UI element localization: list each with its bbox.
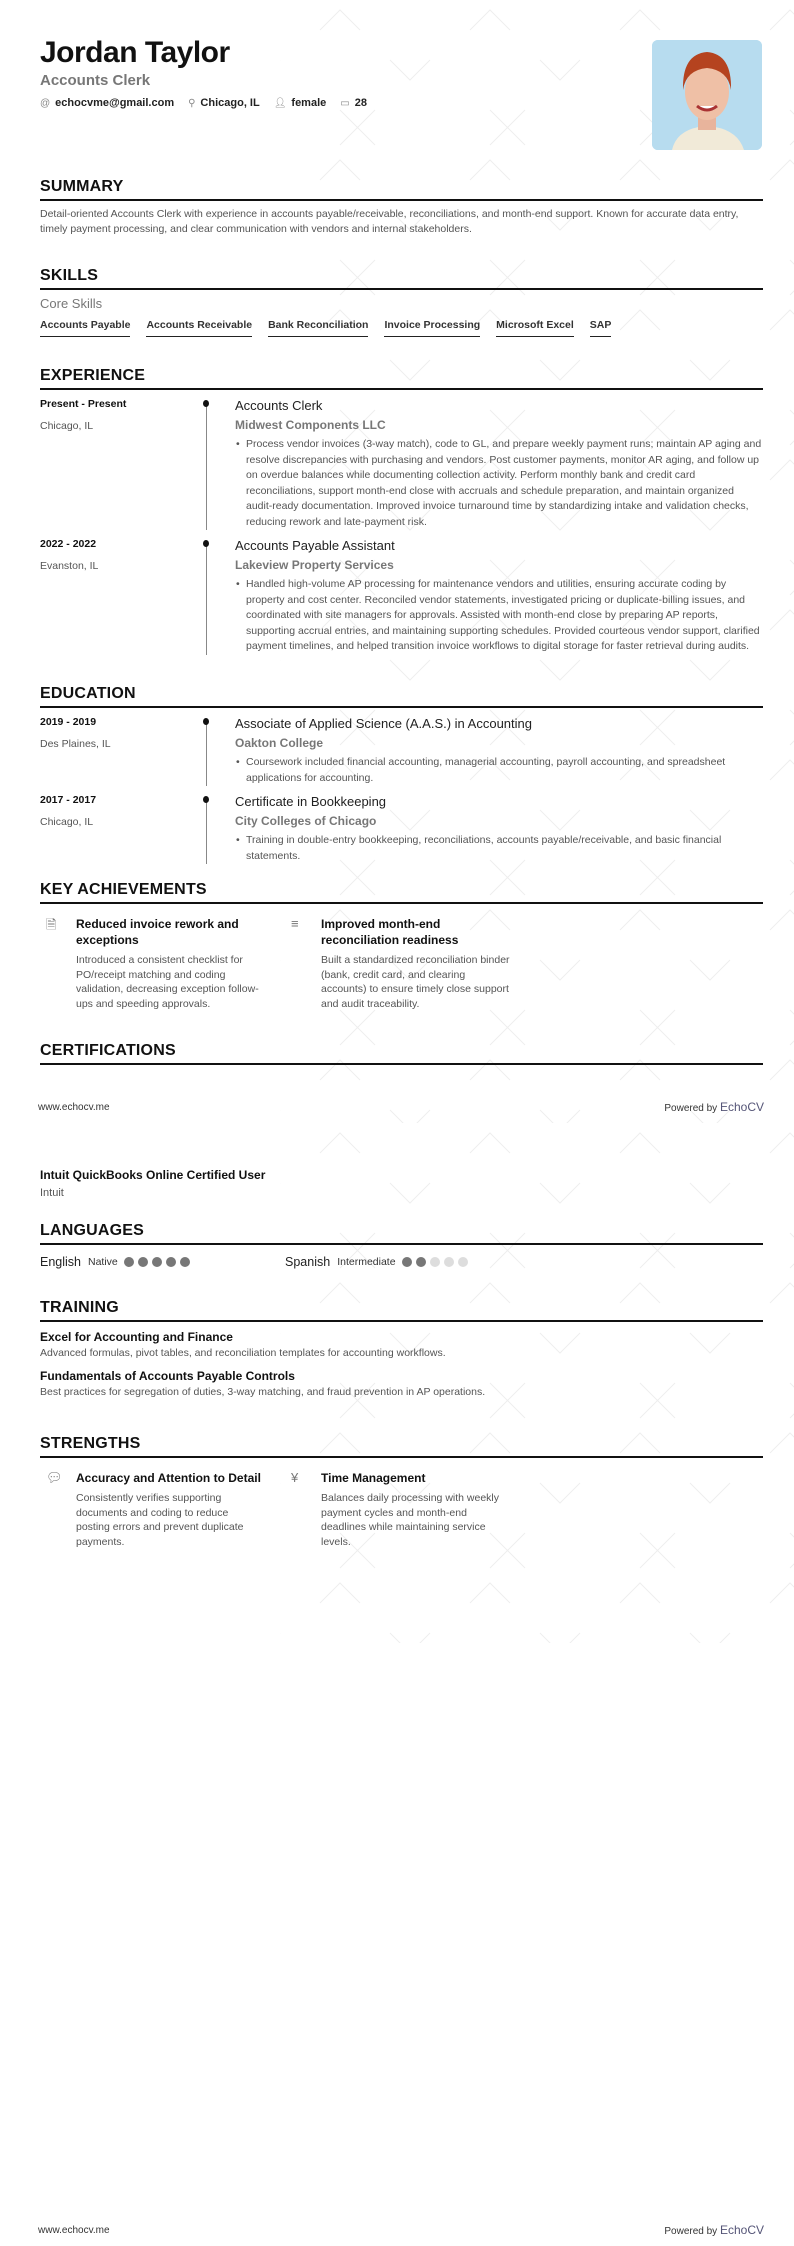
section-heading: EXPERIENCE [40,367,763,390]
timeline-marker [200,398,227,530]
entry-dates: 2019 - 2019 [40,716,97,728]
training-title: Excel for Accounting and Finance [40,1330,233,1344]
entry-location: Chicago, IL [40,816,94,828]
timeline-marker [200,538,227,655]
summary-text: Detail-oriented Accounts Clerk with experience in accounts payable/receivable, reconciliations, and month-end support. Known for accurate data entry, timely payment processing, and clear communication with vendors and internal stakeholders. [40,208,739,235]
brand-logo[interactable]: EchoCV [719,1100,764,1114]
section-heading: KEY ACHIEVEMENTS [40,881,763,904]
rating-dot-empty [430,1257,440,1267]
background-pattern [0,1123,794,2246]
skill-tag: SAP [590,319,612,337]
language-item [285,1255,472,1269]
strengths-section [40,1435,763,1549]
entry-bullet: • Coursework included financial accounting, managerial accounting, payroll accounting, and spreadsheet applications for accounting. [246,755,763,786]
entry-location: Evanston, IL [40,560,99,572]
language-level: Native [88,1256,118,1268]
section-heading: EDUCATION [40,685,763,708]
skill-tag: Invoice Processing [384,319,480,337]
strength-text: Consistently verifies supporting documents and coding to reduce posting errors and prevent duplicate payments. [76,1492,244,1548]
education-section [40,685,763,864]
skill-tag: Accounts Receivable [146,319,252,337]
rating-dot-filled [166,1257,176,1267]
candidate-name: Jordan Taylor [40,36,230,69]
entry-bullet: • Handled high-volume AP processing for maintenance vendors and utilities, ensuring accurate coding by property and cost center. Reconciled vendor statements, investigated pricing or duplicate-billing issues, and coordinated with site managers for approvals. Assisted with month-end close by preparing AP reports, supporting accrual entries, and maintaining supporting schedules. Provided courteous vendor support, clarified payment timelines, and helped transition invoice workflows to digital storage for faster retrieval during audits. [246,577,763,655]
entry-title: Accounts Clerk [235,398,323,413]
rating-dot-filled [124,1257,134,1267]
training-text: Best practices for segregation of duties, 3-way matching, and fraud prevention in AP operations. [40,1386,486,1398]
entry-dates: 2022 - 2022 [40,538,97,550]
powered-by [664,2223,764,2237]
entry-title: Certificate in Bookkeeping [235,794,387,809]
strength-title: Time Management [321,1471,426,1485]
skill-tag: Accounts Payable [40,319,130,337]
section-heading: STRENGTHS [40,1435,763,1458]
age: 28 [354,97,367,109]
certification-issuer: Intuit [40,1187,64,1199]
location: Chicago, IL [200,97,260,109]
rating-dot-filled [402,1257,412,1267]
entry-location: Chicago, IL [40,420,94,432]
rating-dot-empty [458,1257,468,1267]
strength-item [285,1470,510,1549]
gender: female [291,97,327,109]
calendar-icon: ▭ [340,98,350,109]
entry-dates: Present - Present [40,398,127,410]
language-name: English [40,1255,81,1269]
entry-title: Associate of Applied Science (A.A.S.) in Accounting [235,716,533,731]
list-icon: ≡ [291,916,299,931]
achievements-section [40,881,763,1011]
footer-url[interactable]: www.echocv.me [38,2225,110,2236]
entry-bullet: • Process vendor invoices (3-way match), code to GL, and prepare weekly payment runs; maintain AP aging and resolve discrepancies with purchasing and vendors. Post customer payments, monitor AR aging, and follow up on overdue balances while documenting collection activity. Perform monthly bank and credit card reconciliations, support month-end close with accruals and schedule preparation, and maintain organized audit-ready documentation. Improved invoice turnaround time by standardizing intake and validation checks, reducing rework and late-payment risk. [246,437,763,530]
entry-organization: Oakton College [235,736,324,750]
education-entry [40,794,763,864]
email[interactable]: echocvme@gmail.com [55,97,175,109]
comment-icon: 💬︎ [46,1470,63,1485]
rating-dot-filled [416,1257,426,1267]
entry-organization: Lakeview Property Services [235,558,394,572]
skill-group-label: Core Skills [40,296,103,311]
languages-section [40,1222,763,1269]
invoice-icon: 🗎︎ [46,917,57,932]
experience-entry [40,538,763,655]
rating-dot-filled [138,1257,148,1267]
strength-title: Accuracy and Attention to Detail [76,1471,261,1485]
achievement-text: Built a standardized reconciliation binder (bank, credit card, and clearing accounts) to ensure timely close support and audit traceability. [321,954,510,1010]
entry-organization: City Colleges of Chicago [235,814,377,828]
achievement-title: Reduced invoice rework and exceptions [76,917,239,947]
strength-text: Balances daily processing with weekly payment cycles and month-end deadlines while maintaining service levels. [321,1492,500,1548]
language-level: Intermediate [337,1256,396,1268]
entry-location: Des Plaines, IL [40,738,111,750]
strength-item [40,1470,265,1549]
achievement-title: Improved month-end reconciliation readiness [321,917,459,947]
certification-entry [40,1160,763,1201]
certifications-section [40,1042,763,1065]
certification-name: Intuit QuickBooks Online Certified User [40,1168,266,1182]
section-heading: SKILLS [40,267,763,290]
experience-section [40,367,763,655]
skill-tag: Microsoft Excel [496,319,574,337]
resume-page-2 [0,1123,794,2246]
language-item [40,1255,285,1269]
training-text: Advanced formulas, pivot tables, and reconciliation templates for accounting workflows. [40,1347,446,1359]
skills-section [40,267,763,337]
education-entry [40,716,763,786]
achievement-item [40,916,265,1011]
footer-url[interactable]: www.echocv.me [38,1102,110,1113]
job-title: Accounts Clerk [40,72,151,89]
timeline-marker [200,716,227,786]
entry-dates: 2017 - 2017 [40,794,97,806]
summary-section [40,178,763,237]
powered-by [664,1100,764,1114]
rating-dot-filled [152,1257,162,1267]
section-heading: LANGUAGES [40,1222,763,1245]
at-icon: @ [40,98,51,109]
rating-dot-empty [444,1257,454,1267]
powered-by-label: Powered by [664,2226,718,2237]
rating-dot-filled [180,1257,190,1267]
location-pin-icon: ⚲ [188,98,196,109]
section-heading: CERTIFICATIONS [40,1042,763,1065]
entry-title: Accounts Payable Assistant [235,538,395,553]
entry-organization: Midwest Components LLC [235,418,386,432]
entry-bullet: • Training in double-entry bookkeeping, reconciliations, accounts payable/receivable, and basic financial statements. [246,833,763,864]
profile-photo [652,40,762,150]
skill-tag: Bank Reconciliation [268,319,368,337]
timeline-marker [200,794,227,864]
powered-by-label: Powered by [664,1103,718,1114]
achievement-item [285,916,510,1011]
section-heading: SUMMARY [40,178,763,201]
person-icon: 👤︎ [273,98,287,109]
language-name: Spanish [285,1255,331,1269]
experience-entry [40,398,763,530]
yen-coin-icon: ¥ [291,1470,299,1485]
section-heading: TRAINING [40,1299,763,1322]
training-section [40,1299,763,1400]
achievement-text: Introduced a consistent checklist for PO/receipt matching and coding validation, decreasing exception follow-ups and speeding approvals. [76,954,259,1010]
training-title: Fundamentals of Accounts Payable Controls [40,1369,295,1383]
brand-logo[interactable]: EchoCV [719,2223,764,2237]
